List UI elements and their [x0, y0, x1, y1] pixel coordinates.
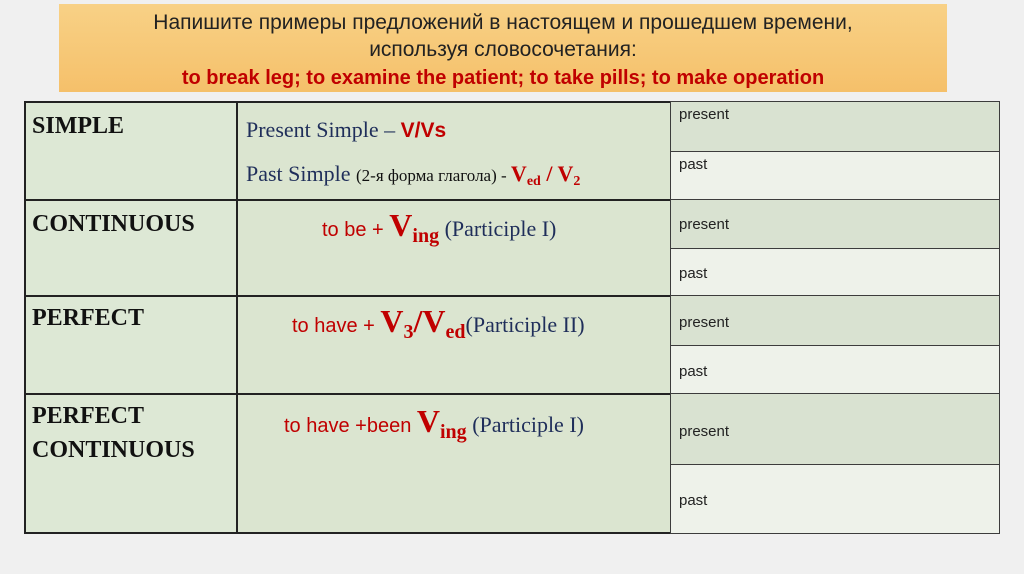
aspect-perfect-continuous-line-1: PERFECT [32, 403, 145, 429]
continuous-past-cell[interactable] [670, 248, 1000, 297]
formula-cell-perfect-continuous [236, 393, 672, 534]
perfect-past-cell[interactable] [670, 345, 1000, 395]
perfect-continuous-formula: to have +been Ving (Participle I) [284, 403, 584, 443]
task-line-1: Напишите примеры предложений в настоящем и прошедшем времени, [153, 11, 853, 34]
aspect-continuous: CONTINUOUS [32, 211, 195, 237]
continuous-formula: to be + Ving (Participle I) [322, 207, 557, 247]
formula-cell-continuous [236, 199, 672, 297]
continuous-present-cell[interactable] [670, 199, 1000, 249]
perfect-continuous-past-label: past [679, 492, 708, 509]
aspect-simple: SIMPLE [32, 113, 125, 139]
continuous-past-label: past [679, 265, 708, 282]
perfect-formula: to have + V3/Ved(Participle II) [292, 303, 585, 343]
perfect-present-cell[interactable] [670, 295, 1000, 346]
aspect-cell-perfect-continuous [24, 393, 238, 534]
past-simple-formula: Past Simple (2-я форма глагола) - Ved / V2 [246, 161, 581, 189]
task-phrases: to break leg; to examine the patient; to take pills; to make operation [181, 67, 825, 89]
task-line-2: используя словосочетания: [369, 38, 637, 61]
aspect-cell-continuous [24, 199, 238, 297]
simple-past-cell[interactable] [670, 151, 1000, 201]
aspect-perfect-continuous-line-2: CONTINUOUS [32, 437, 195, 463]
simple-present-label: present [679, 106, 730, 123]
present-simple-formula: Present Simple – V/Vs [246, 117, 447, 142]
simple-present-cell[interactable] [670, 101, 1000, 152]
aspect-perfect: PERFECT [32, 305, 145, 331]
perfect-continuous-present-cell[interactable] [670, 393, 1000, 465]
aspect-cell-perfect [24, 295, 238, 395]
formula-cell-simple [236, 101, 672, 201]
simple-past-label: past [679, 156, 708, 173]
perfect-continuous-past-cell[interactable] [670, 464, 1000, 534]
continuous-present-label: present [679, 216, 730, 233]
formula-cell-perfect [236, 295, 672, 395]
perfect-continuous-present-label: present [679, 423, 730, 440]
perfect-present-label: present [679, 314, 730, 331]
perfect-past-label: past [679, 363, 708, 380]
aspect-cell-simple [24, 101, 238, 201]
